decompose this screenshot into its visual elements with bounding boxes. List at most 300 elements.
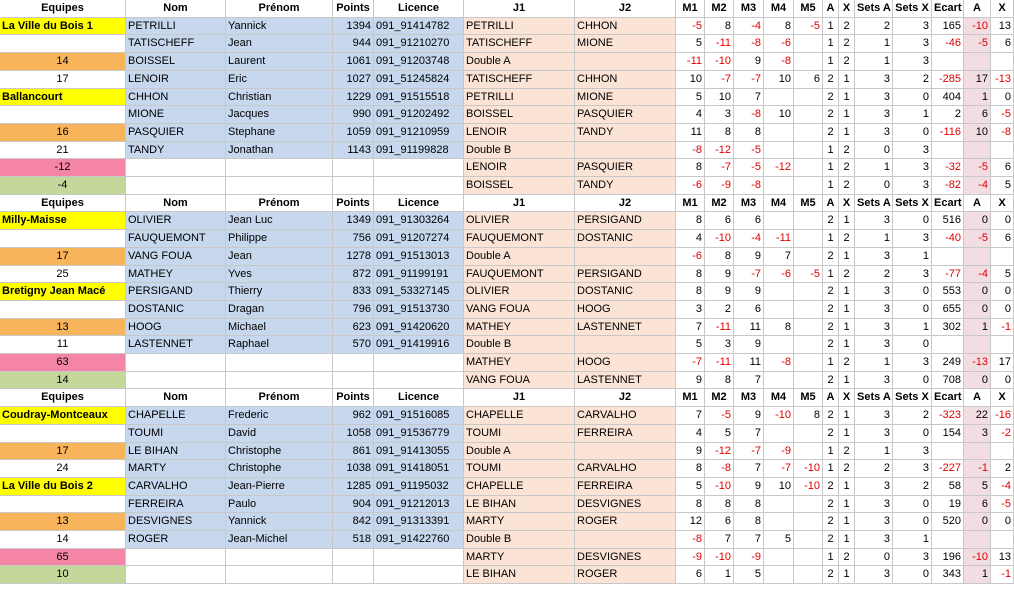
match-x[interactable]: 1: [839, 566, 855, 584]
match-ecart[interactable]: -77: [932, 266, 964, 283]
match-a[interactable]: 2: [823, 89, 839, 106]
match-set-4[interactable]: [764, 124, 794, 142]
match-sets-x[interactable]: 3: [893, 53, 932, 71]
match-set-1[interactable]: 12: [676, 513, 705, 531]
match-ecart-a[interactable]: 0: [964, 301, 991, 319]
match-set-2[interactable]: -11: [705, 319, 734, 336]
header-sets-x[interactable]: Sets X: [893, 195, 932, 212]
player-licence[interactable]: 091_91513730: [374, 301, 464, 319]
match-ecart[interactable]: 165: [932, 18, 964, 35]
match-a[interactable]: 1: [823, 35, 839, 53]
team-a-diff[interactable]: -12: [0, 159, 126, 177]
match-a[interactable]: 1: [823, 266, 839, 283]
match-set-4[interactable]: [764, 89, 794, 106]
match-j1[interactable]: MATHEY: [464, 354, 575, 372]
match-ecart[interactable]: 404: [932, 89, 964, 106]
match-set-5[interactable]: [794, 248, 823, 266]
match-set-3[interactable]: 9: [734, 248, 764, 266]
match-sets-a[interactable]: 3: [855, 478, 893, 496]
match-ecart[interactable]: 343: [932, 566, 964, 584]
match-set-1[interactable]: 8: [676, 283, 705, 301]
match-set-3[interactable]: -5: [734, 142, 764, 159]
header-nom[interactable]: Nom: [126, 0, 226, 18]
match-set-4[interactable]: [764, 549, 794, 566]
match-sets-a[interactable]: 3: [855, 124, 893, 142]
player-prenom[interactable]: Jean Luc: [226, 212, 333, 230]
match-ecart-a[interactable]: [964, 443, 991, 460]
match-set-3[interactable]: 11: [734, 354, 764, 372]
match-x[interactable]: 1: [839, 407, 855, 425]
player-points[interactable]: 962: [333, 407, 374, 425]
match-j1[interactable]: LENOIR: [464, 124, 575, 142]
match-sets-x[interactable]: 3: [893, 266, 932, 283]
team-cell[interactable]: [0, 301, 126, 319]
match-sets-a[interactable]: 3: [855, 513, 893, 531]
player-licence[interactable]: 091_91207274: [374, 230, 464, 248]
match-set-1[interactable]: 7: [676, 407, 705, 425]
player-nom[interactable]: CHHON: [126, 89, 226, 106]
match-set-5[interactable]: [794, 549, 823, 566]
match-j2[interactable]: [575, 336, 676, 354]
match-set-4[interactable]: 8: [764, 18, 794, 35]
match-j2[interactable]: PASQUIER: [575, 159, 676, 177]
match-set-2[interactable]: -8: [705, 460, 734, 478]
match-set-5[interactable]: [794, 177, 823, 195]
match-ecart-a[interactable]: 22: [964, 407, 991, 425]
match-set-1[interactable]: 3: [676, 301, 705, 319]
match-x[interactable]: 1: [839, 336, 855, 354]
match-sets-x[interactable]: 3: [893, 460, 932, 478]
match-ecart-x[interactable]: [991, 531, 1014, 549]
match-ecart-a[interactable]: [964, 248, 991, 266]
player-licence[interactable]: 091_91418051: [374, 460, 464, 478]
match-set-5[interactable]: [794, 566, 823, 584]
match-set-5[interactable]: [794, 89, 823, 106]
team-x-count[interactable]: 11: [0, 336, 126, 354]
match-set-1[interactable]: -5: [676, 18, 705, 35]
header-m4[interactable]: M4: [764, 389, 794, 407]
player-licence[interactable]: 091_91536779: [374, 425, 464, 443]
empty-cell[interactable]: [333, 159, 374, 177]
header-prenom[interactable]: Prénom: [226, 195, 333, 212]
player-points[interactable]: 1349: [333, 212, 374, 230]
match-ecart-a[interactable]: -5: [964, 159, 991, 177]
match-a[interactable]: 1: [823, 142, 839, 159]
match-ecart-x[interactable]: -1: [991, 566, 1014, 584]
player-points[interactable]: 796: [333, 301, 374, 319]
match-set-2[interactable]: -11: [705, 354, 734, 372]
match-ecart[interactable]: 516: [932, 212, 964, 230]
match-set-1[interactable]: 8: [676, 212, 705, 230]
match-sets-x[interactable]: 2: [893, 407, 932, 425]
header-a[interactable]: A: [823, 195, 839, 212]
match-j1[interactable]: FAUQUEMONT: [464, 266, 575, 283]
match-set-5[interactable]: -10: [794, 460, 823, 478]
match-a[interactable]: 1: [823, 460, 839, 478]
player-prenom[interactable]: Christophe: [226, 443, 333, 460]
match-ecart-a[interactable]: 6: [964, 496, 991, 513]
player-points[interactable]: 756: [333, 230, 374, 248]
match-set-5[interactable]: [794, 513, 823, 531]
match-x[interactable]: 1: [839, 513, 855, 531]
match-sets-x[interactable]: 0: [893, 566, 932, 584]
empty-cell[interactable]: [374, 549, 464, 566]
match-ecart-x[interactable]: 5: [991, 177, 1014, 195]
empty-cell[interactable]: [126, 177, 226, 195]
player-nom[interactable]: CARVALHO: [126, 478, 226, 496]
match-j2[interactable]: FERREIRA: [575, 425, 676, 443]
empty-cell[interactable]: [126, 372, 226, 389]
player-nom[interactable]: LASTENNET: [126, 336, 226, 354]
match-set-3[interactable]: -8: [734, 35, 764, 53]
team-a-name[interactable]: Coudray-Montceaux: [0, 407, 126, 425]
empty-cell[interactable]: [126, 549, 226, 566]
match-sets-a[interactable]: 3: [855, 319, 893, 336]
match-set-2[interactable]: 3: [705, 106, 734, 124]
match-j1[interactable]: VANG FOUA: [464, 301, 575, 319]
player-points[interactable]: 570: [333, 336, 374, 354]
match-set-5[interactable]: [794, 354, 823, 372]
match-set-1[interactable]: -6: [676, 177, 705, 195]
match-j1[interactable]: TATISCHEFF: [464, 35, 575, 53]
match-ecart-x[interactable]: 6: [991, 35, 1014, 53]
match-set-4[interactable]: [764, 425, 794, 443]
match-a[interactable]: 1: [823, 443, 839, 460]
match-ecart[interactable]: 154: [932, 425, 964, 443]
match-set-2[interactable]: 6: [705, 513, 734, 531]
header-equipes[interactable]: Equipes: [0, 195, 126, 212]
match-sets-a[interactable]: 1: [855, 35, 893, 53]
match-a[interactable]: 2: [823, 106, 839, 124]
team-cell[interactable]: [0, 496, 126, 513]
match-ecart[interactable]: [932, 142, 964, 159]
match-set-2[interactable]: 5: [705, 425, 734, 443]
header-ecart[interactable]: Ecart: [932, 195, 964, 212]
match-set-3[interactable]: -8: [734, 106, 764, 124]
player-points[interactable]: 1229: [333, 89, 374, 106]
match-set-3[interactable]: 9: [734, 336, 764, 354]
header-m5[interactable]: M5: [794, 195, 823, 212]
team-x-score[interactable]: 13: [0, 319, 126, 336]
match-sets-x[interactable]: 3: [893, 35, 932, 53]
match-j2[interactable]: DESVIGNES: [575, 549, 676, 566]
match-sets-a[interactable]: 1: [855, 354, 893, 372]
match-ecart-x[interactable]: 6: [991, 230, 1014, 248]
team-x-count[interactable]: 14: [0, 531, 126, 549]
match-a[interactable]: 2: [823, 319, 839, 336]
match-set-4[interactable]: -8: [764, 53, 794, 71]
match-set-2[interactable]: 1: [705, 566, 734, 584]
match-set-4[interactable]: -12: [764, 159, 794, 177]
player-licence[interactable]: 091_91203748: [374, 53, 464, 71]
match-set-4[interactable]: -7: [764, 460, 794, 478]
match-set-1[interactable]: 8: [676, 159, 705, 177]
match-j1[interactable]: FAUQUEMONT: [464, 230, 575, 248]
match-set-5[interactable]: [794, 53, 823, 71]
player-licence[interactable]: 091_51245824: [374, 71, 464, 89]
match-set-4[interactable]: 5: [764, 531, 794, 549]
header-m4[interactable]: M4: [764, 0, 794, 18]
match-j1[interactable]: BOISSEL: [464, 106, 575, 124]
player-nom[interactable]: MIONE: [126, 106, 226, 124]
empty-cell[interactable]: [226, 372, 333, 389]
header-a[interactable]: A: [823, 389, 839, 407]
match-j2[interactable]: [575, 142, 676, 159]
empty-cell[interactable]: [126, 354, 226, 372]
match-sets-a[interactable]: 3: [855, 71, 893, 89]
match-x[interactable]: 1: [839, 478, 855, 496]
match-set-2[interactable]: 8: [705, 372, 734, 389]
match-set-3[interactable]: -8: [734, 177, 764, 195]
match-x[interactable]: 1: [839, 496, 855, 513]
header-j1[interactable]: J1: [464, 195, 575, 212]
match-j2[interactable]: DOSTANIC: [575, 230, 676, 248]
match-ecart[interactable]: 2: [932, 106, 964, 124]
match-j1[interactable]: VANG FOUA: [464, 372, 575, 389]
player-licence[interactable]: 091_91419916: [374, 336, 464, 354]
match-set-3[interactable]: 5: [734, 566, 764, 584]
match-set-1[interactable]: 5: [676, 89, 705, 106]
match-ecart-a[interactable]: -4: [964, 177, 991, 195]
match-a[interactable]: 2: [823, 301, 839, 319]
match-sets-x[interactable]: 0: [893, 513, 932, 531]
team-x-score[interactable]: 13: [0, 513, 126, 531]
match-x[interactable]: 2: [839, 177, 855, 195]
player-nom[interactable]: MARTY: [126, 460, 226, 478]
match-set-4[interactable]: -6: [764, 266, 794, 283]
player-prenom[interactable]: Eric: [226, 71, 333, 89]
match-set-3[interactable]: 8: [734, 124, 764, 142]
player-points[interactable]: 944: [333, 35, 374, 53]
header-sets-a[interactable]: Sets A: [855, 195, 893, 212]
match-sets-a[interactable]: 3: [855, 283, 893, 301]
player-points[interactable]: 1143: [333, 142, 374, 159]
match-x[interactable]: 2: [839, 230, 855, 248]
player-nom[interactable]: PETRILLI: [126, 18, 226, 35]
player-prenom[interactable]: Yves: [226, 266, 333, 283]
match-j2[interactable]: DOSTANIC: [575, 283, 676, 301]
player-prenom[interactable]: Laurent: [226, 53, 333, 71]
player-licence[interactable]: 091_91210270: [374, 35, 464, 53]
match-set-3[interactable]: -5: [734, 159, 764, 177]
match-ecart[interactable]: [932, 248, 964, 266]
match-j1[interactable]: LE BIHAN: [464, 566, 575, 584]
team-x-name[interactable]: Ballancourt: [0, 89, 126, 106]
match-set-4[interactable]: [764, 212, 794, 230]
match-set-4[interactable]: -11: [764, 230, 794, 248]
match-j1[interactable]: PETRILLI: [464, 89, 575, 106]
player-points[interactable]: 1285: [333, 478, 374, 496]
team-x-name[interactable]: Bretigny Jean Macé: [0, 283, 126, 301]
player-points[interactable]: 842: [333, 513, 374, 531]
player-prenom[interactable]: Jonathan: [226, 142, 333, 159]
match-ecart-a[interactable]: 1: [964, 319, 991, 336]
match-set-2[interactable]: -10: [705, 53, 734, 71]
header-equipes[interactable]: Equipes: [0, 389, 126, 407]
header-m1[interactable]: M1: [676, 0, 705, 18]
match-x[interactable]: 2: [839, 18, 855, 35]
match-sets-x[interactable]: 0: [893, 212, 932, 230]
match-set-5[interactable]: [794, 372, 823, 389]
match-set-1[interactable]: 5: [676, 478, 705, 496]
player-points[interactable]: 861: [333, 443, 374, 460]
team-cell[interactable]: [0, 106, 126, 124]
match-set-5[interactable]: 6: [794, 71, 823, 89]
empty-cell[interactable]: [226, 354, 333, 372]
match-j1[interactable]: Double A: [464, 443, 575, 460]
team-x-name[interactable]: La Ville du Bois 2: [0, 478, 126, 496]
match-set-3[interactable]: 7: [734, 372, 764, 389]
match-sets-a[interactable]: 2: [855, 266, 893, 283]
match-ecart[interactable]: -32: [932, 159, 964, 177]
match-set-2[interactable]: 6: [705, 212, 734, 230]
match-set-3[interactable]: 6: [734, 212, 764, 230]
match-sets-x[interactable]: 0: [893, 283, 932, 301]
match-j1[interactable]: OLIVIER: [464, 212, 575, 230]
player-prenom[interactable]: Christophe: [226, 460, 333, 478]
player-licence[interactable]: 091_91516085: [374, 407, 464, 425]
match-ecart-x[interactable]: 13: [991, 549, 1014, 566]
match-set-3[interactable]: 9: [734, 478, 764, 496]
match-j2[interactable]: TANDY: [575, 124, 676, 142]
team-a-name[interactable]: Milly-Maisse: [0, 212, 126, 230]
match-ecart[interactable]: -116: [932, 124, 964, 142]
match-set-2[interactable]: -9: [705, 177, 734, 195]
match-x[interactable]: 1: [839, 301, 855, 319]
player-nom[interactable]: PASQUIER: [126, 124, 226, 142]
match-sets-a[interactable]: 0: [855, 142, 893, 159]
match-a[interactable]: 1: [823, 354, 839, 372]
match-sets-a[interactable]: 3: [855, 407, 893, 425]
team-a-name[interactable]: La Ville du Bois 1: [0, 18, 126, 35]
player-nom[interactable]: HOOG: [126, 319, 226, 336]
match-set-3[interactable]: 8: [734, 496, 764, 513]
match-x[interactable]: 1: [839, 283, 855, 301]
match-ecart-a[interactable]: 17: [964, 71, 991, 89]
match-j2[interactable]: ROGER: [575, 566, 676, 584]
match-set-3[interactable]: -7: [734, 71, 764, 89]
match-sets-x[interactable]: 3: [893, 549, 932, 566]
match-ecart-a[interactable]: 0: [964, 372, 991, 389]
player-points[interactable]: 1278: [333, 248, 374, 266]
header-m2[interactable]: M2: [705, 0, 734, 18]
header-a[interactable]: A: [823, 0, 839, 18]
match-x[interactable]: 2: [839, 53, 855, 71]
match-ecart-a[interactable]: -10: [964, 549, 991, 566]
match-set-3[interactable]: 6: [734, 301, 764, 319]
match-set-2[interactable]: 8: [705, 18, 734, 35]
match-set-2[interactable]: -7: [705, 71, 734, 89]
match-sets-a[interactable]: 3: [855, 248, 893, 266]
match-set-3[interactable]: 11: [734, 319, 764, 336]
empty-cell[interactable]: [374, 372, 464, 389]
match-set-4[interactable]: -9: [764, 443, 794, 460]
match-set-3[interactable]: 7: [734, 460, 764, 478]
match-ecart[interactable]: -227: [932, 460, 964, 478]
player-licence[interactable]: 091_91313391: [374, 513, 464, 531]
empty-cell[interactable]: [226, 177, 333, 195]
team-cell[interactable]: [0, 230, 126, 248]
empty-cell[interactable]: [374, 354, 464, 372]
match-set-5[interactable]: [794, 336, 823, 354]
match-j1[interactable]: Double A: [464, 248, 575, 266]
player-prenom[interactable]: Jean: [226, 35, 333, 53]
match-sets-a[interactable]: 1: [855, 230, 893, 248]
match-j1[interactable]: CHAPELLE: [464, 478, 575, 496]
match-set-2[interactable]: 8: [705, 248, 734, 266]
match-sets-x[interactable]: 3: [893, 159, 932, 177]
header-ex[interactable]: X: [991, 195, 1014, 212]
match-ecart-a[interactable]: -5: [964, 230, 991, 248]
match-sets-a[interactable]: 0: [855, 549, 893, 566]
match-ecart-a[interactable]: 3: [964, 425, 991, 443]
match-j2[interactable]: PERSIGAND: [575, 212, 676, 230]
match-set-1[interactable]: -7: [676, 354, 705, 372]
match-j1[interactable]: TOUMI: [464, 425, 575, 443]
match-ecart[interactable]: -40: [932, 230, 964, 248]
match-ecart-x[interactable]: -13: [991, 71, 1014, 89]
match-j2[interactable]: [575, 248, 676, 266]
match-j1[interactable]: Double B: [464, 336, 575, 354]
match-set-5[interactable]: -5: [794, 266, 823, 283]
player-prenom[interactable]: Jean: [226, 248, 333, 266]
player-nom[interactable]: ROGER: [126, 531, 226, 549]
header-prenom[interactable]: Prénom: [226, 389, 333, 407]
match-ecart-a[interactable]: 6: [964, 106, 991, 124]
match-set-4[interactable]: [764, 283, 794, 301]
player-prenom[interactable]: Yannick: [226, 18, 333, 35]
match-j2[interactable]: CARVALHO: [575, 407, 676, 425]
match-ecart-x[interactable]: 13: [991, 18, 1014, 35]
match-a[interactable]: 1: [823, 177, 839, 195]
team-a-diff[interactable]: 63: [0, 354, 126, 372]
match-sets-x[interactable]: 2: [893, 478, 932, 496]
match-set-5[interactable]: [794, 35, 823, 53]
player-nom[interactable]: DOSTANIC: [126, 301, 226, 319]
empty-cell[interactable]: [226, 549, 333, 566]
match-sets-x[interactable]: 0: [893, 124, 932, 142]
match-set-2[interactable]: -10: [705, 478, 734, 496]
match-set-3[interactable]: -4: [734, 230, 764, 248]
match-sets-a[interactable]: 3: [855, 301, 893, 319]
match-set-2[interactable]: 9: [705, 283, 734, 301]
match-sets-a[interactable]: 3: [855, 336, 893, 354]
player-points[interactable]: 1059: [333, 124, 374, 142]
header-nom[interactable]: Nom: [126, 195, 226, 212]
match-sets-a[interactable]: 2: [855, 460, 893, 478]
player-licence[interactable]: 091_91513013: [374, 248, 464, 266]
match-sets-a[interactable]: 2: [855, 18, 893, 35]
player-licence[interactable]: 091_91420620: [374, 319, 464, 336]
match-set-1[interactable]: -8: [676, 531, 705, 549]
match-a[interactable]: 2: [823, 336, 839, 354]
match-set-5[interactable]: [794, 142, 823, 159]
team-x-diff[interactable]: 14: [0, 372, 126, 389]
header-m1[interactable]: M1: [676, 195, 705, 212]
match-set-4[interactable]: 10: [764, 71, 794, 89]
match-set-4[interactable]: [764, 336, 794, 354]
team-x-diff[interactable]: 10: [0, 566, 126, 584]
player-nom[interactable]: DESVIGNES: [126, 513, 226, 531]
match-x[interactable]: 1: [839, 89, 855, 106]
team-a-score[interactable]: 17: [0, 248, 126, 266]
header-j2[interactable]: J2: [575, 0, 676, 18]
match-ecart-a[interactable]: 1: [964, 89, 991, 106]
match-j2[interactable]: TANDY: [575, 177, 676, 195]
team-x-score[interactable]: 16: [0, 124, 126, 142]
match-ecart-a[interactable]: [964, 142, 991, 159]
match-set-3[interactable]: 9: [734, 407, 764, 425]
